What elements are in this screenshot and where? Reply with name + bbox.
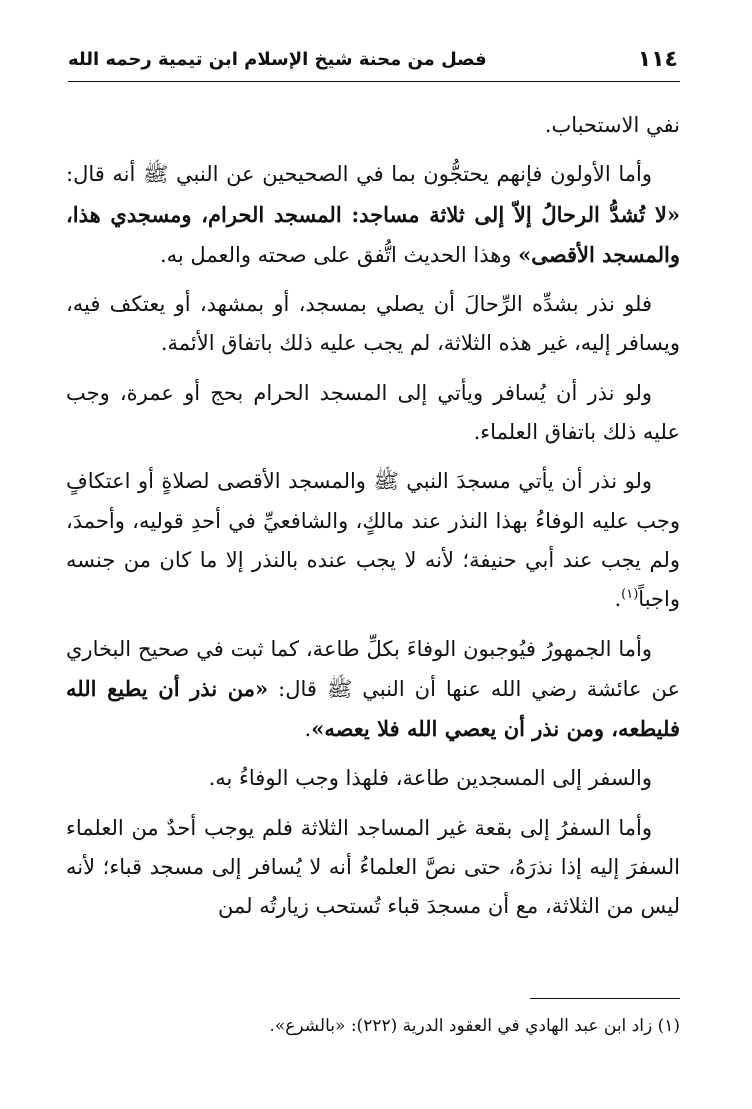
- paragraph-6-end: .: [304, 717, 312, 742]
- header-rule: [68, 81, 680, 82]
- paragraph-3-text: فلو نذر بشدِّه الرِّحالَ أن يصلي بمسجد، أو بمشهد، أو يعتكف فيه، ويسافر إليه، غير هذه الثلاثة، لم يجب عليه ذلك باتفاق الأئمة.: [66, 292, 680, 356]
- paragraph-1: [66, 106, 680, 145]
- paragraph-4: [66, 374, 680, 453]
- paragraph-7: [66, 759, 680, 798]
- hadith-three-mosques: «لا تُشدُّ الرحالُ إلاّ إلى ثلاثة مساجد: المسجد الحرام، ومسجدي هذا، والمسجد الأقصى»: [66, 201, 680, 267]
- paragraph-8: [66, 809, 680, 927]
- paragraph-4-text: ولو نذر أن يُسافر ويأتي إلى المسجد الحرام بحج أو عمرة، وجب عليه ذلك باتفاق العلماء.: [66, 380, 680, 445]
- hadith-vow-obedience: «من نذر أن يطيع الله فليطعه، ومن نذر أن يعصي الله فلا يعصه»: [66, 675, 680, 742]
- paragraph-1-text: نفي الاستحباب.: [544, 113, 680, 137]
- footnote-reference: (١): [621, 587, 639, 603]
- paragraph-5: [66, 462, 680, 619]
- footnote: [66, 1012, 680, 1040]
- paragraph-8-text: وأما السفرُ إلى بقعة غير المساجد الثلاثة فلم يوجب أحدٌ من العلماء السفرَ إليه إذا نذرَهُ، حتى نصَّ العلماءُ أنه لا يُسافر إلى مسجد قباء؛ لأنه ليس من الثلاثة، مع أن مسجدَ قباء تُستحب زيارتُه لمن: [66, 815, 680, 919]
- paragraph-6: [66, 630, 680, 750]
- paragraph-2: [66, 155, 680, 275]
- paragraph-2-end: وهذا الحديث اتُّفق على صحته والعمل به.: [159, 242, 519, 267]
- paragraph-2-intro: وأما الأولون فإنهم يحتجُّون بما في الصحيحين عن النبي ﷺ أنه قال:: [66, 162, 652, 187]
- paragraph-6-intro: وأما الجمهورُ فيُوجبون الوفاءَ بكلِّ طاعة، كما ثبت في صحيح البخاري عن عائشة رضي الله عنها أن النبي ﷺ قال:: [66, 636, 680, 701]
- paragraph-7-text: والسفر إلى المسجدين طاعة، فلهذا وجب الوفاءُ به.: [208, 766, 652, 791]
- paragraph-5-end: .: [614, 587, 622, 612]
- page-number: ١١٤: [637, 46, 678, 72]
- paragraph-5-text: ولو نذر أن يأتي مسجدَ النبي ﷺ والمسجد الأقصى لصلاةٍ أو اعتكافٍ وجب عليه الوفاءُ بهذا النذر عند مالكٍ، والشافعيِّ في أحدِ قوليه، وأحمدَ، ولم يجب عند أبي حنيفة؛ لأنه لا يجب عنده بالنذر إلا ما كان من جنسه واجباً: [66, 469, 680, 612]
- footnote-rule: [530, 998, 680, 999]
- running-title: فصل من محنة شيخ الإسلام ابن تيمية رحمه الله: [68, 48, 487, 70]
- main-text: [66, 106, 680, 927]
- page-header: [68, 44, 678, 74]
- footnote-text: (١) زاد ابن عبد الهادي في العقود الدرية (٢٢٢): «بالشرع».: [269, 1016, 680, 1036]
- paragraph-3: [66, 285, 680, 364]
